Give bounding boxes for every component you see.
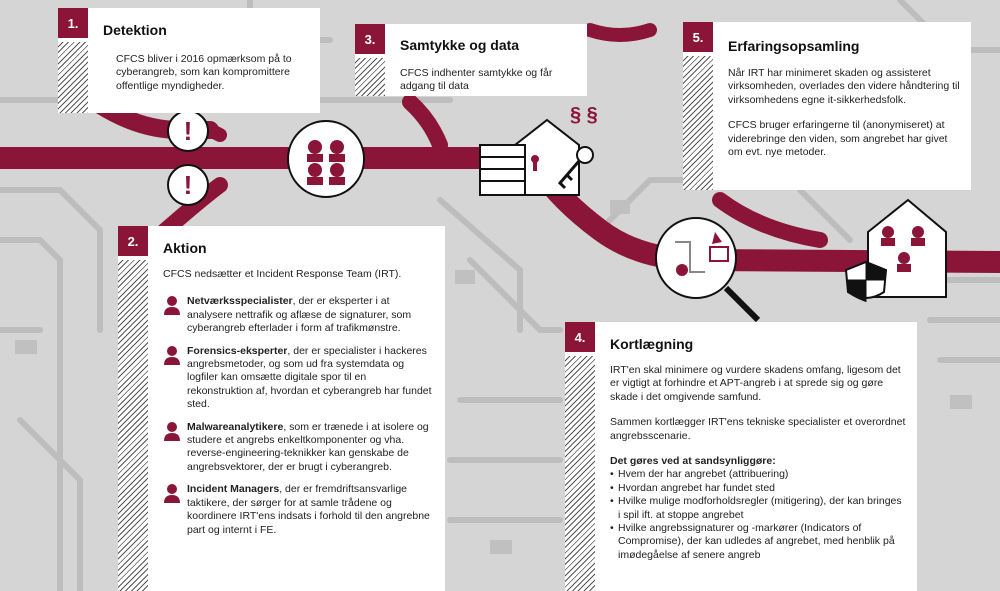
role-desc: , der er eksperter i at analysere nettrafik og aflæse de signaturer, som cyberangreb efterlader i form af trafikmønstre. bbox=[187, 295, 412, 335]
step-number: 5. bbox=[683, 22, 713, 52]
hatch-pattern bbox=[565, 356, 595, 591]
step-paragraph: IRT'en skal minimere og vurdere skadens omfang, ligesom det er vigtigt at forhindre et APT-angreb i at sprede sig og gøre skade i det omgivende samfund. bbox=[610, 364, 901, 403]
alert-icon: ! bbox=[183, 116, 193, 146]
step-body bbox=[610, 364, 906, 562]
step-title: Detektion bbox=[103, 22, 167, 38]
role-name: Incident Managers bbox=[187, 483, 280, 496]
role-name: Netværksspecialister bbox=[187, 295, 293, 308]
role-entry bbox=[163, 483, 435, 537]
role-entry bbox=[163, 345, 435, 412]
step-body: CFCS indhenter samtykke og får adgang til data bbox=[400, 67, 553, 93]
alert-icons bbox=[160, 105, 220, 215]
step-number: 3. bbox=[355, 24, 385, 54]
alert-icon: ! bbox=[183, 170, 193, 200]
step-paragraph: Når IRT har minimeret skaden og assisteret virksomheden, overlades den videre håndtering til virksomhedens egne it-sikkerhedsfolk. bbox=[728, 67, 960, 106]
paragraph-icon: § § bbox=[570, 104, 598, 126]
specialist-icon bbox=[163, 483, 181, 503]
hatch-pattern bbox=[683, 56, 713, 190]
step-number: 2. bbox=[118, 226, 148, 256]
specialist-icon bbox=[163, 295, 181, 315]
hacker-team-icon bbox=[285, 118, 367, 200]
list-item: • Hvem der har angrebet (attribuering) bbox=[610, 468, 906, 481]
step-intro: CFCS nedsætter et Incident Response Team (IRT). bbox=[163, 268, 402, 280]
step-body bbox=[163, 268, 435, 546]
role-desc: , som er trænede i at isolere og studere et angrebs enkeltkomponenter og vha. reverse-engineering-teknikker kan genskabe de angrebsvektorer, der er brugt i cyberangreb. bbox=[187, 420, 429, 473]
list-item: • Hvilke angrebssignaturer og -markører (Indicators of Compromise), der kan udledes af angrebet, med henblik på imødegåelse af senere angreb bbox=[610, 522, 906, 562]
list-title: Det gøres ved at sandsynliggøre: bbox=[610, 455, 776, 468]
role-desc: , der er fremdriftsansvarlige taktikere, der sørger for at samle trådene og koordinere IRT'ens indsats i forhold til den angrebne part og internt i FE. bbox=[187, 483, 430, 536]
specialist-icon bbox=[163, 345, 181, 365]
hatch-pattern bbox=[58, 42, 88, 113]
step-body: CFCS bliver i 2016 opmærksom på to cyberangreb, som kan kompromittere offentlige myndigheder. bbox=[116, 53, 292, 92]
step-title: Erfaringsopsamling bbox=[728, 38, 860, 54]
role-entry bbox=[163, 295, 435, 335]
step-title: Samtykke og data bbox=[400, 37, 520, 53]
step-2-card bbox=[118, 226, 445, 591]
magnifier-icon bbox=[650, 212, 770, 332]
step-number: 1. bbox=[58, 8, 88, 38]
step-5-card bbox=[683, 22, 971, 190]
role-name: Forensics-eksperter bbox=[187, 344, 288, 357]
step-4-card bbox=[565, 322, 917, 591]
list-item: • Hvilke mulige modforholdsregler (mitigering), der kan bringes i spil ift. at stoppe angrebet bbox=[610, 495, 906, 522]
step-paragraph: CFCS bruger erfaringerne til (anonymiseret) at viderebringe den viden, som angrebet har givet om evt. nye metoder. bbox=[728, 119, 948, 159]
list-item: • Hvordan angrebet har fundet sted bbox=[610, 482, 906, 495]
step-3-card bbox=[355, 24, 587, 96]
role-name: Malwareanalytikere bbox=[187, 420, 284, 433]
hatch-pattern bbox=[118, 260, 148, 591]
step-paragraph: Sammen kortlægger IRT'ens tekniske specialister et overordnet angrebsscenarie. bbox=[610, 416, 906, 442]
step-body bbox=[728, 67, 963, 159]
role-entry bbox=[163, 421, 435, 475]
step-1-card bbox=[58, 8, 320, 113]
hatch-pattern bbox=[355, 58, 385, 96]
shield-house-icon bbox=[838, 192, 948, 302]
role-desc: , der er specialister i hackeres angrebsmetoder, og som ud fra systemdata og logfiler kan omsætte digitale spor til en rekonstruktion af, hvordan et cyberangreb har fundet sted. bbox=[187, 344, 432, 411]
step-number: 4. bbox=[565, 322, 595, 352]
specialist-icon bbox=[163, 421, 181, 441]
bullet-list bbox=[610, 468, 906, 562]
law-key-house-icon bbox=[475, 95, 615, 205]
step-title: Kortlægning bbox=[610, 336, 694, 352]
step-title: Aktion bbox=[163, 240, 207, 256]
